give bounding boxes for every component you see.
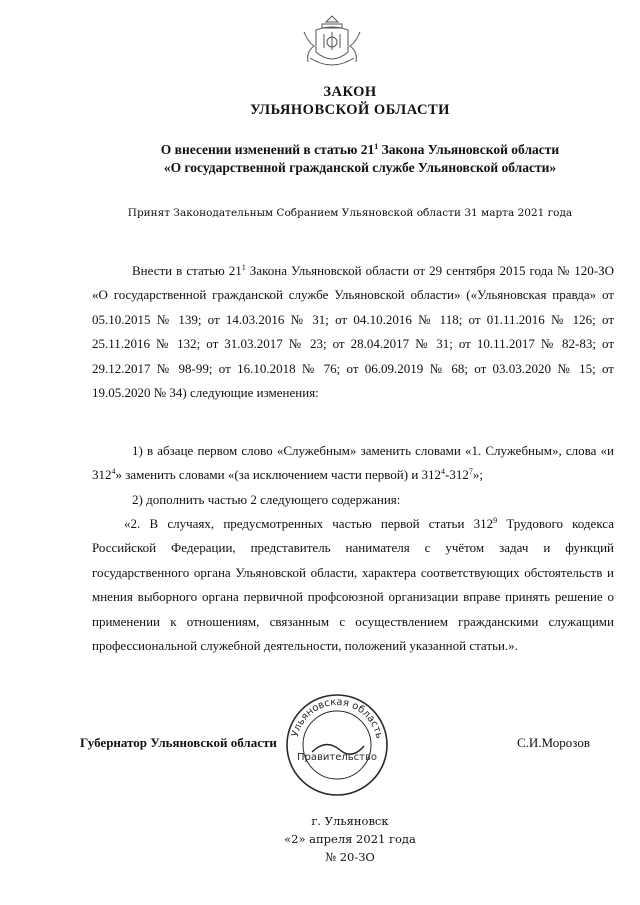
signatory-title: Губернатор Ульяновской области xyxy=(80,735,277,750)
signing-date: «2» апреля 2021 года xyxy=(284,832,416,846)
item-2-paragraph: 2) дополнить частью 2 следующего содержания: xyxy=(132,492,401,507)
svg-text:Ульяновская область: Ульяновская область xyxy=(289,696,385,740)
place-of-signing: г. Ульяновск xyxy=(311,814,389,828)
stamp-center-text: Правительство xyxy=(297,752,377,763)
adoption-note: Принят Законодательным Собранием Ульяновской области 31 марта 2021 года xyxy=(127,207,573,219)
intro-paragraph: Внести в статью $21^1$ Закона Ульяновской области от 29 сентября 2015 года № 120-ЗО «О государственной гражданской службе Ульяновской области» («Ульяновская правда» от 05.10.2015 № 139; от 14.03.2016 № 31; от 04.10.2016 № 118; от 01.11.2016 № 126; от 25.11.2016 № 132; от 31.03.2017 № 23; от 28.04.2017 № 31; от 10.11.2017 № 82-83; от 29.12.2017 № 98-99; от 16.10.2018 № 76; от 06.09.2019 № 68; от 03.03.2020 № 15; от 19.05.2020 № 34) следующие изменения: xyxy=(92,263,615,401)
document-title: ЗАКОН xyxy=(323,84,377,100)
official-stamp-icon xyxy=(282,690,392,800)
law-number: № 20-ЗО xyxy=(325,850,375,864)
quoted-part-2: «2. В случаях, предусмотренных частью первой статьи $312^9$ Трудового кодекса Российской Федерации, представитель нанимателя с учётом задач и функций государственного органа Ульяновской области, характера соответствующих обстоятельств и мнения выборного органа первичной профсоюзной организации вправе принять решение о применении к отношениям, связанным с осуществлением гражданскими служащими профессиональной служебной деятельности, положений указанной статьи.». xyxy=(92,516,615,654)
signatory-name: С.И.Морозов xyxy=(517,735,590,750)
coat-of-arms-icon xyxy=(296,12,368,70)
law-subject-line2: «О государственной гражданской службе Ульяновской области» xyxy=(163,160,557,175)
law-subject-line1: О внесении изменений в статью $21^1$ Закона Ульяновской области xyxy=(160,142,560,157)
document-region: УЛЬЯНОВСКОЙ ОБЛАСТИ xyxy=(250,102,450,118)
item-1-paragraph: 1) в абзаце первом слово «Служебным» заменить словами «1. Служебным», слова «и $312^4$» заменить словами «(за исключением части первой) и $312^4-312^7$»; xyxy=(92,443,614,483)
